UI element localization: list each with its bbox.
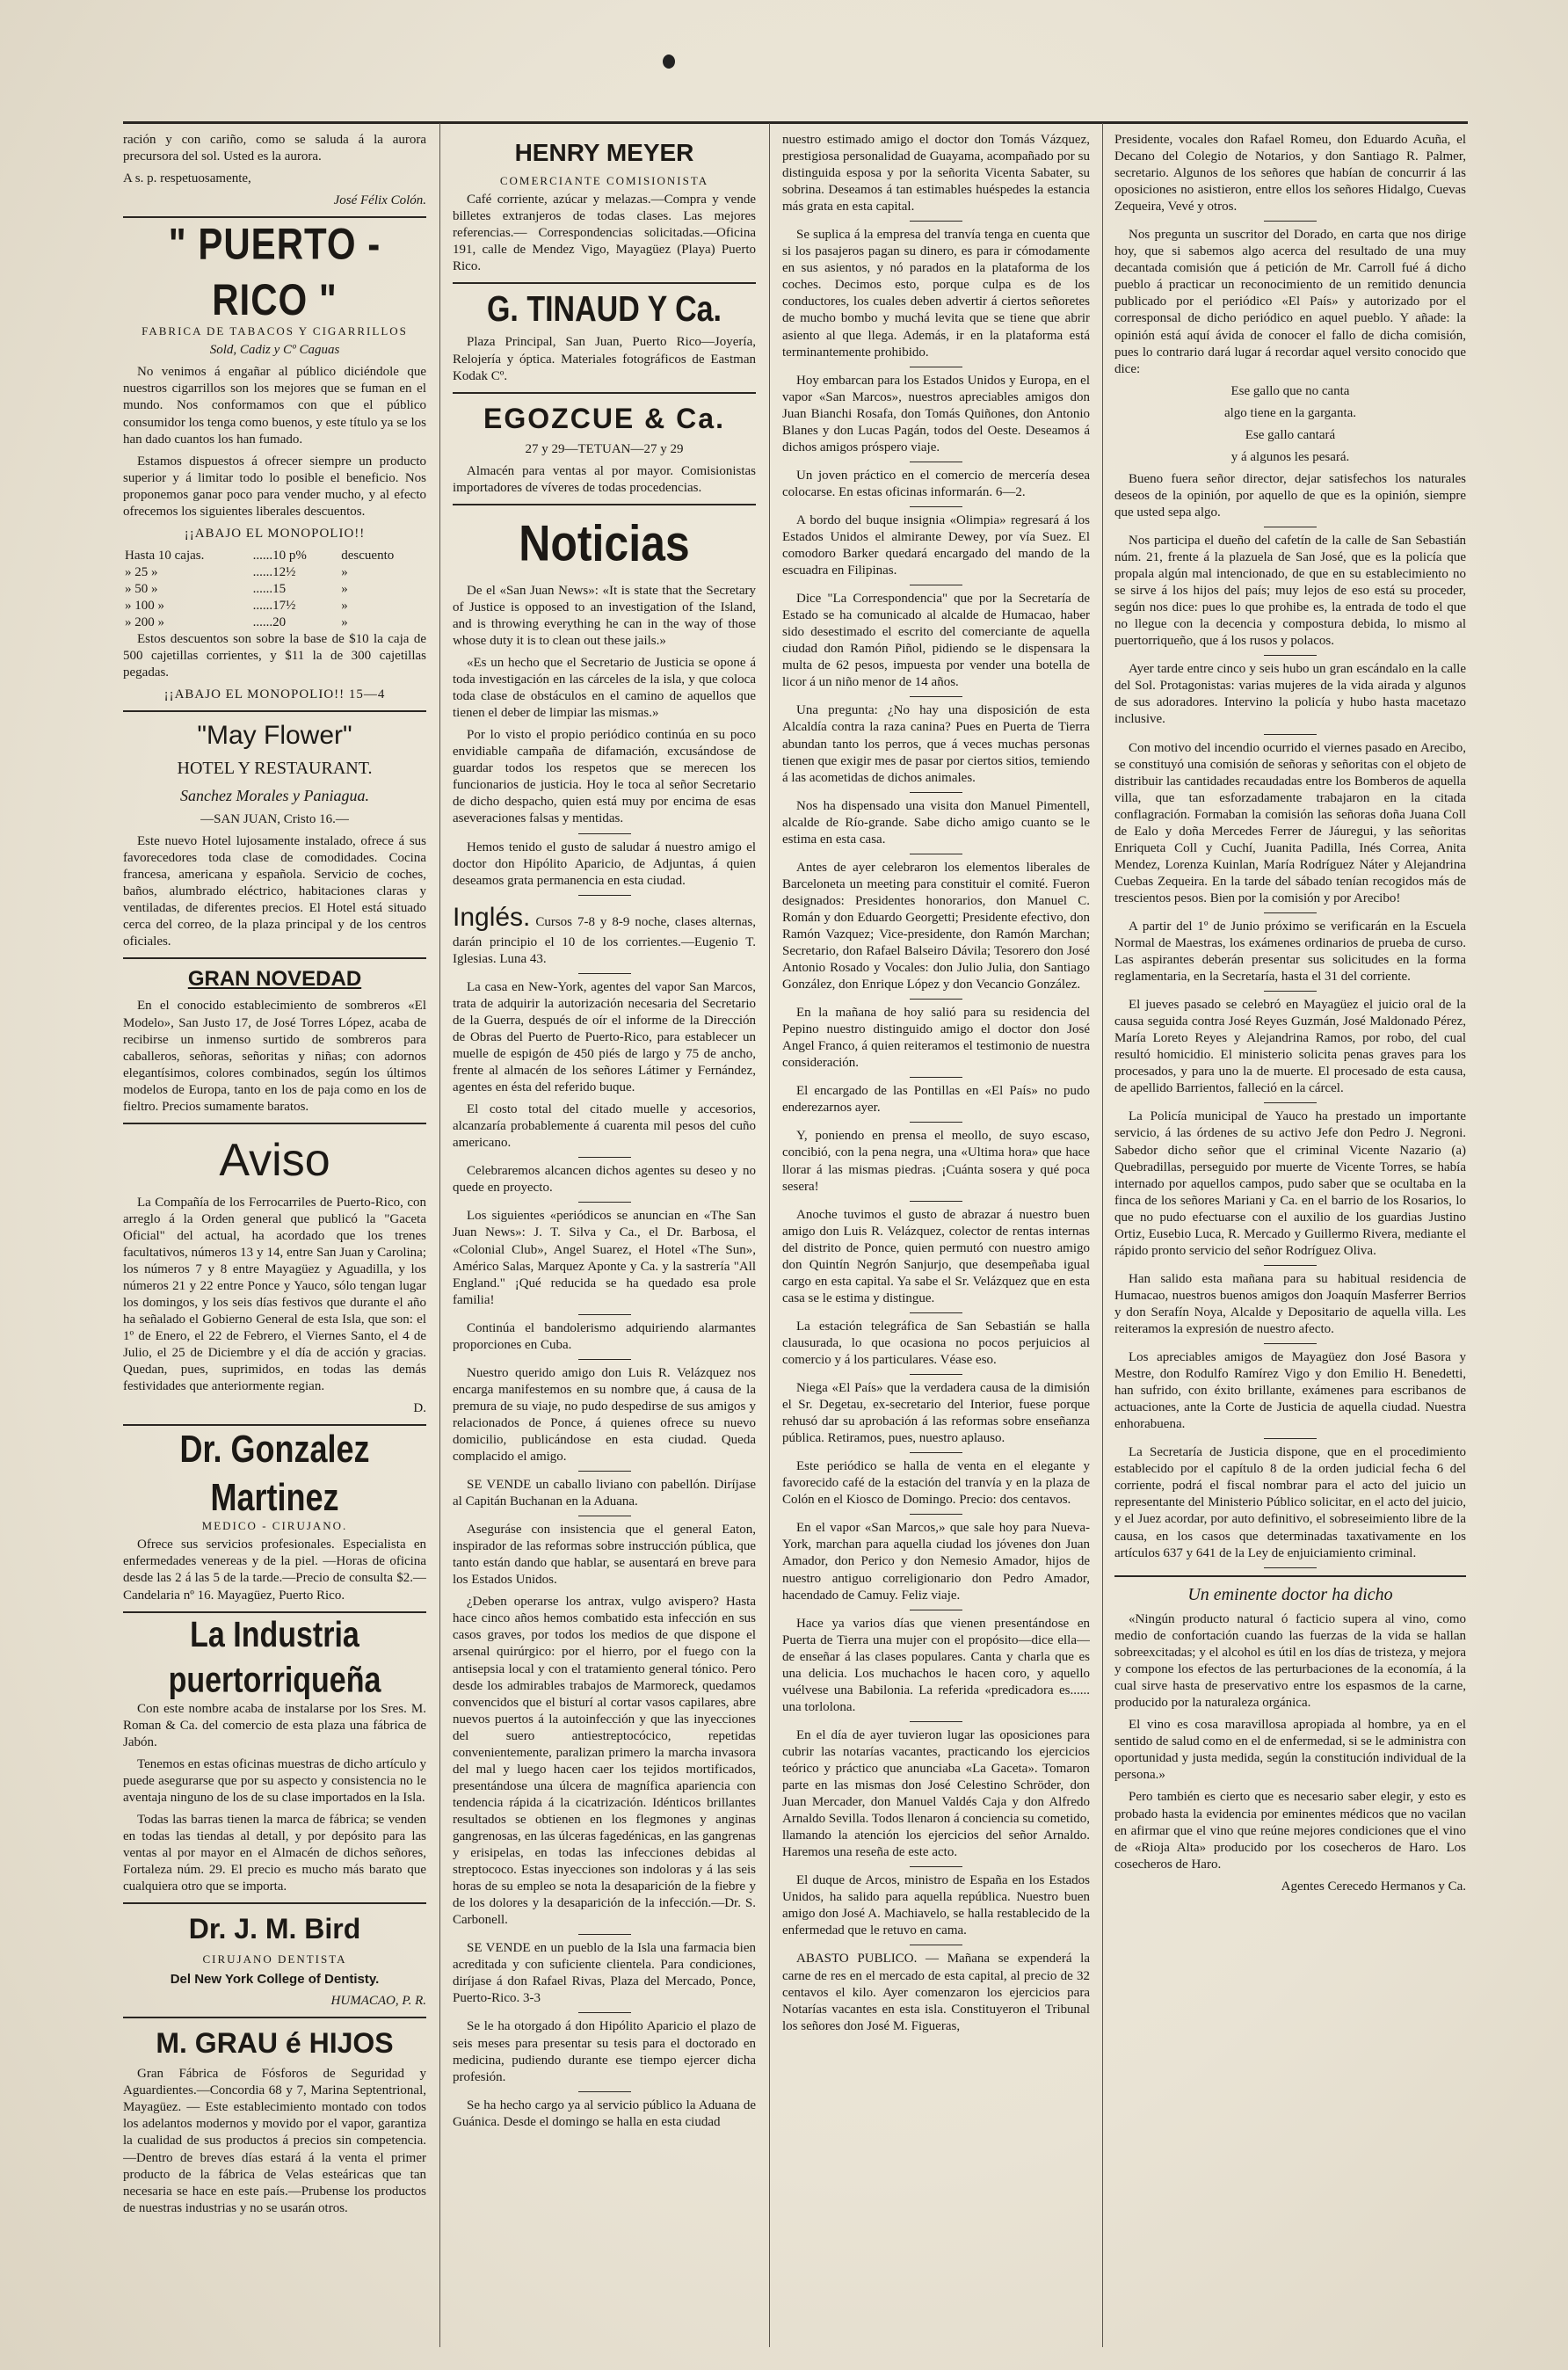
ad-ingles-title: Inglés. [453,902,531,932]
divider [910,1374,962,1375]
divider [453,282,756,284]
ad-egozcue-title: EGOZCUE & Ca. [483,402,725,434]
ad-may-flower-title: "May Flower" [197,721,352,751]
divider [910,1721,962,1722]
ad-gran-novedad-body: En el conocido establecimiento de sombreros «El Modelo», San Justo 17, de José Torres López, acaba de recibirse un inmenso surtido de sombreros para caballeros, señoras, señoritas y niñas; con adornos elegantísimos, colores combinados, según los últimos modelos de Europa, tanto en los de paja como en los de fieltro. Precios sumamente baratos. [123,999,426,1114]
news-item: nuestro estimado amigo el doctor don Tomás Vázquez, prestigiosa personalidad de Guayama, acompañado por su distinguida esposa y por la señorita Vicenta Sabater, su sobrina. Deseamos á tan estimables huéspedes la estancia más grata en esta capital. [782,133,1090,214]
news-item: Los apreciables amigos de Mayagüez don José Basora y Mestre, don Rodulfo Ramírez Vigo y don Emilio H. Benedetti, han sufrido, con éxito brillante, exámenes para escribanos de actuaciones, ante la Corte de Justicia de aquella ciudad. Nuestra enhorabuena. [1114,1350,1466,1432]
news-item: Ayer tarde entre cinco y seis hubo un gran escándalo en la calle del Sol. Protagonistas: varias mujeres de la vida airada y algunos de sus adoradores. Intervino la policía y hubo hasta macetazo inclusive. [1114,662,1466,727]
divider [453,504,756,505]
punch-hole [663,55,675,69]
news-item: La estación telegráfica de San Sebastián se halla clausurada, lo que ocasiona no pocos perjuicios al comercio y á los particulares. Véase eso. [782,1319,1090,1367]
ad-bird-location: HUMACAO, P. R. [330,1993,426,2008]
news-item: La Secretaría de Justicia dispone, que en el procedimiento establecido por el capítulo 8 de la orden judicial fecha 6 del corriente, podrá el fiscal nombrar para el acto del juicio un representante del Ministerio Público solicitar, en el acto del juicio, y el Juez acordar, por auto definitivo, el sobreseimiento libre de la causa, en los casos que determinadas taxativamente en los artículos 637 y 641 de la Ley de enjuiciamiento criminal. [1114,1445,1466,1560]
column-4 [1114,132,1466,2347]
divider [1264,1102,1317,1103]
ad-gonzalez-subtitle: MEDICO - CIRUJANO. [201,1518,348,1532]
divider [910,221,962,222]
ad-eminente-body: Pero también es cierto que es necesario saber elegir, y esto es probado hasta la evidencia por eminentes médicos que no vacilan en afirmar que el vino que reúne mejores condiciones que el vino de «Rioja Alta» producido por los cosecheros de Haro. Los cosecheros de Haro. [1114,1790,1466,1872]
divider [1264,1265,1317,1266]
verse-line: Ese gallo cantará [1245,427,1336,442]
ad-egozcue-address: 27 y 29—TETUAN—27 y 29 [525,442,684,457]
news-item: Dice "La Correspondencia" que por la Secretaría de Estado se ha comunicado al alcalde de Humacao, haber sido desestimado el escrito del comerciante de aquella ciudad don Ramón Piñol, pidiendo se le dispensara la multa de 62 pesos, impuesta por vender una botella de licor á un niño menor de 14 años. [782,592,1090,690]
ad-henry-meyer-subtitle: COMERCIANTE COMISIONISTA [499,173,709,187]
ad-may-flower-owners: Sanchez Morales y Paniagua. [180,786,369,804]
news-item: Antes de ayer celebraron los elementos liberales de Barceloneta un meeting para constituir el comité. Fueron designados: Presidentes honorarios, don Manuel C. Román y don Eduardo Georgetti; Presidente efectivo, don Ramón Vazquez; Vice-presidente, don Ramón Marchan; Secretario, don Rafael Balseiro Dávila; Tesorero don José Antonio Rosado y Vocales: don Julio Julia, don Santiago González, don Enrique López y don Vecancio González. [782,860,1090,992]
divider [910,1122,962,1123]
news-item: El costo total del citado muelle y accesorios, alcanzaría probablemente á cuarenta mil pesos del cuño americano. [453,1102,756,1151]
ad-aviso-body: La Compañía de los Ferrocarriles de Puerto-Rico, con arreglo á la Orden general que publicó la "Gaceta Oficial" del actual, ha acordado que los trenes facultativos, números 13 y 14, entre San Juan y Carolina; los números 7 y 8 entre Mayagüez y Aguadilla, y los números 21 y 22 entre Ponce y Yauco, sólo tengan lugar los domingos, y los seis días festivos que durante el año ha señalado el Gobierno General de esta Isla, que son: el 1º de Enero, el 22 de Febrero, el Viernes Santo, el 4 de Julio, el 25 de Diciembre y el día de acción y gracias. Quedan, pues, suprimidos, en todas las demás festividades que anteriormente regian. [123,1195,426,1394]
ad-eminente-body: «Ningún producto natural ó facticio supera al vino, como medio de confortación cuando las fuerzas de la vida se hallan sobreexcitadas; y el alcohol es útil en los días de tristeza, y mejora y compone los efectos de las perturbaciones de la economía, á la cual sirve hasta de preservativo entre los espasmos de la carne, producido por la naturaleza orgánica. [1114,1612,1466,1711]
verse-line: Ese gallo que no canta [1230,383,1350,398]
news-item: Han salido esta mañana para su habitual residencia de Humacao, nuestros buenos amigos don Joaquín Masferrer Berrios y don Serafín Noya, Alcalde y Depositario de aquella villa. Les reiteramos la expresión de nuestro afecto. [1114,1271,1466,1336]
news-item: En el día de ayer tuvieron lugar las oposiciones para cubrir las notarías vacantes, practicando los ejercicios teórico y práctico que anunciaba «La Gaceta». Tomaron parte en las mismas don José Celestino Schröder, don Juan Mercader, don Manuel Valdés Caja y don Alfredo Arnaldo Sevilla. Todos llenaron á conciencia su cometido, llamando la atención los ejercicios del señor Arnaldo. Haremos una reseña de este acto. [782,1727,1090,1860]
news-item: Nos pregunta un suscritor del Dorado, en carta que nos dirige hoy, que si sabemos algo acerca del resultado de una muy decantada comisión que á petición de Mr. Carroll fué á dicho pueblo á practicar un reconocimiento de un remitido denuncia publicado por el periódico «El País» y autorizado por el corresponsal de dicho periódico en aquel pueblo. Y añade: la opinión está aquí ávida de conocer el fallo de dicha comisión, pues lo contrario dará lugar á recordar aquel versito conocido que dice: [1114,228,1466,376]
ad-eminente-signature: Agentes Cerecedo Hermanos y Ca. [1281,1879,1466,1894]
news-item: A bordo del buque insignia «Olimpia» regresará á los Estados Unidos el almirante Dewey, por vía Suez. El comodoro Barker quedará encargado del mando de la escuadra en Filipinas. [782,513,1090,578]
divider [578,1359,631,1360]
table-row: » 100 » ......17½ » [125,599,348,613]
news-item: En la mañana de hoy salió para su residencia del Pepino nuestro distinguido amigo el doctor don José Angel Franco, á quien reiteramos el testimonio de nuestra consideración. [782,1006,1090,1071]
news-item: Nuestro querido amigo don Luis R. Velázquez nos encarga manifestemos en su nombre que, á causa de la premura de su viaje, no pudo despedirse de sus amigos y relacionados de Ponce, á quienes ofrece su nuevo domicilio, publicándose en esta ciudad. Queda complacido el amigo. [453,1365,756,1465]
verse-line: algo tiene en la garganta. [1223,405,1357,420]
divider [123,957,426,959]
news-item: ABASTO PUBLICO. — Mañana se expenderá la carne de res en el mercado de esta capital, al precio de 32 centavos el kilo. Ayer comenzaron los ejercicios para Notarías vacantes en esta isla. Constituyeron el Tribunal los señores don José M. Figueras, [782,1952,1090,2033]
divider [1264,734,1317,735]
divider [910,1201,962,1202]
ad-eminente-title: Un eminente doctor ha dicho [1187,1584,1393,1604]
ad-industria-body: Tenemos en estas oficinas muestras de dicho artículo y puede asegurarse que por su aspecto y consistencia no le aventaja ninguno de los de su clase importados en la Isla. [123,1757,426,1806]
ad-grau-body: Gran Fábrica de Fósforos de Seguridad y Aguardientes.—Concordia 68 y 7, Marina Septentrional, Mayagüez. — Este establecimiento montado con todos los adelantos modernos y movido por el vapor, garantiza la cualidad de sus productos á precios sin competencia.—Dentro de breves días estará á la venta el primer producto de la fábrica de Velas esteáricas que tan necesaria se hace en este país.—Prubense los productos de nuestras industrias y no se usarán otros. [123,2067,426,2215]
ad-aviso-signature: D. [413,1401,426,1416]
verse-line: y á algunos les pesará. [1230,449,1350,464]
divider [578,1471,631,1472]
ad-gonzalez-title: Dr. Gonzalez Martinez [179,1427,370,1519]
column-divider [1102,123,1103,2347]
table-row: » 25 » ......12½ » [125,564,348,579]
news-item: Se le ha otorgado á don Hipólito Aparicio el plazo de seis meses para presentar su tesis para el doctorado en medicina, pudiendo durante ese tiempo ejercer dicha profesión. [453,2019,756,2084]
divider [578,1157,631,1158]
news-item: Nos ha dispensado una visita don Manuel Pimentell, alcalde de Río-grande. Sabe dicho amigo cuanto se le estima en esta casa. [782,798,1090,847]
ad-bird-title: Dr. J. M. Bird [188,1913,361,1945]
news-item: El encargado de las Pontillas en «El País» no pudo enderezarnos ayer. [782,1084,1090,1116]
section-noticias-title: Noticias [519,515,690,572]
divider [123,1123,426,1124]
news-item: SE VENDE en un pueblo de la Isla una farmacia bien acreditada y con suficiente clientela. Para condiciones, diríjase á don Rafael Rivas, Plaza del Mercado, Ponce, Puerto-Rico. 3-3 [453,1941,756,2006]
divider [910,1452,962,1453]
column-3 [782,132,1090,2347]
divider [910,792,962,793]
divider [1264,655,1317,656]
news-item: Con motivo del incendio ocurrido el viernes pasado en Arecibo, se constituyó una comisión de señoras y señoritas con el objeto de distribuir las cantidades recaudadas entre los Bomberos de aquella villa, que tan esforzadamente trabajaron en la citada conflagración. Formaban la comisión las señoras doña Juana Coll de Ealo y doña Mercedes Ferrer de Jáuregui, y las señoritas Enriqueta Coll y Cuchí, Juanita Padilla, Inés Correa, Anita Mendez, Lorenza Kuinlan, María Rodríguez Náter y Alejandrina Cuebas Zequeira. En la tarde del sábado tenían recogidos más de trescientos pesos. Bien por la comisión y por Arecibo! [1114,740,1466,905]
ad-puerto-rico-subtitle: FABRICA DE TABACOS Y CIGARRILLOS [142,324,408,338]
news-item: Niega «El País» que la verdadera causa de la dimisión el Sr. Degetau, ex-secretario del Interior, fuese porque rehusó dar su aprobación á las reformas sobre enseñanza pública. Retiramos, pues, nuestro aplauso. [782,1381,1090,1446]
news-item: El jueves pasado se celebró en Mayagüez el juicio oral de la causa seguida contra José Reyes Guzmán, José Maldonado Pérez, María Loreto Reyes y Alejandrina Ramos, por robo, del cual resultó homicidio. El ministerio solicita penas graves para los procesados, y para uno la de muerte. El procesado de esta causa, de apellido Barrientos, falleció en la cárcel. [1114,998,1466,1096]
ad-ingles [453,901,756,968]
news-item: ¿Deben operarse los antrax, vulgo avispero? Hasta hace cinco años hemos combatido esta infección en sus casos graves, por todos los medios de que dispone el arsenal quirúrgico: por el hierro, por el fuego con la antisepsia local y con el tratamiento general tónico. Pero desde los admirables trabajos de Marmoreck, quedamos convencidos que el bisturí al cortar vasos capilares, abre nuevos puertos á la autoinfección y que las inyecciones del suero antiestreptocócico, repetidas convenientemente, paralizan primero la marcha invasora del mal y luego hacen caer los tejidos mortificados, presentándose una úlcera de magnífica apariencia con tendencia rápida á la cicatrización. Idénticos brillantes resultados se obtienen en los flegmones y anginas gangrenosas, en las úlceras fagedénicas, en las gangrenas y erisipelas, en todas las infecciones debidas al streptococo. Estas inyecciones son indoloras y á las seis horas de su empleo se nota la desaparición de la fiebre y de los dolores y la desaparición de la infección.—Dr. S. Carbonell. [453,1595,756,1928]
news-item: La casa en New-York, agentes del vapor San Marcos, trata de adquirir la autorización necesaria del Secretario de la Guerra, después de oír el informe de la Dirección de Obras del Puerto de Puerto-Rico, para establecer un muelle de espigón de 450 piés de largo y 75 de ancho, frente al almacén de los señores Látimer y Fernández, agentes en ésta del referido buque. [453,979,756,1095]
news-item: Una pregunta: ¿No hay una disposición de esta Alcaldía contra la raza canina? Pues en Puerta de Tierra abundan tanto los perros, que á veces muchas personas tienen que exigir mes de pasar por ciertos sitios, temiendo á las acometidas de dichos animales. [782,703,1090,785]
news-item: Presidente, vocales don Rafael Romeu, don Eduardo Acuña, el Decano del Colegio de Notarios, y don Santiago R. Palmer, secretario. Algunos de los señores que habían de concurrir á las oposiciones no asistieron, entre ellos los señores Hidalgo, Cuevas Zequeira, Vevé y otros. [1114,133,1466,214]
divider [910,1514,962,1515]
divider [910,1866,962,1867]
ad-puerto-rico-body: No venimos á engañar al público diciéndole que nuestros cigarrillos son los mejores que se fuman en el mundo. Nos conformamos con que el público consumidor los tenga como buenos, y este título ya se los han dado cuantos los han fumado. [123,365,426,447]
ad-gran-novedad-title: GRAN NOVEDAD [187,967,362,991]
divider [123,710,426,712]
news-item: En el vapor «San Marcos,» que sale hoy para Nueva-York, marchan para aquella ciudad los jóvenes don Juan Amador, don Perico y don Nemesio Amador, hijos de nuestro antiguo correligionario don Pedro Amador, hacendado de Camuy. Feliz viaje. [782,1521,1090,1603]
divider [1264,1438,1317,1439]
ad-henry-meyer-body: Café corriente, azúcar y melazas.—Compra y vende billetes extranjeros de todas clases. Las mejores referencias.— Correspondencias solicitadas.—Oficina 191, calle de Mendez Vigo, Mayagüez (Playa) Puerto Rico. [453,193,756,274]
ad-bird-college: Del New York College of Dentisty. [170,1971,380,1987]
divider [910,506,962,507]
ad-aviso-title: Aviso [219,1134,330,1186]
news-item: Bueno fuera señor director, dejar satisfechos los naturales deseos de la opinión, por aquello de que es la opinión, siempre que usted sepa algo. [1114,471,1466,520]
divider [578,2091,631,2092]
ad-may-flower-subtitle: HOTEL Y RESTAURANT. [177,759,373,779]
divider [578,895,631,896]
news-item: Por lo visto el propio periódico continúa en su poco envidiable campaña de difamación, excusándose de guardar todos los respetos que se merecen los funcionarios de justicia. Hoy le toca al señor Secretario de dicho despacho, quien está muy por encima de esas aseveraciones falsas y mentidas. [453,728,756,826]
news-item: De el «San Juan News»: «It is state that the Secretary of Justice is opposed to an investigation of the Island, and is throwing everything he can in the way of those whose duty it is to clean out these jails.» [453,583,756,648]
ad-puerto-rico-body: Estamos dispuestos á ofrecer siempre un producto superior y á limitar todo lo posible el beneficio. Nos proponemos ganar poco para vender mucho, y al efecto ofrecemos los siguientes liberales descuentos. [123,454,426,519]
divider [910,696,962,697]
ad-puerto-rico-location: Sold, Cadiz y Cº Caguas [209,343,340,358]
table-row: » 200 » ......20 » [125,615,348,630]
news-item: Celebraremos alcancen dichos agentes su deseo y no quede en proyecto. [453,1164,756,1196]
ad-bird-subtitle: CIRUJANO DENTISTA [202,1952,347,1967]
ad-henry-meyer-title: HENRY MEYER [514,139,694,166]
ad-gonzalez-body: Ofrece sus servicios profesionales. Especialista en enfermedades venereas y de la piel. —Horas de oficina desde las 2 á las 5 de la tarde.—Precio de consulta $2.—Candelaria nº 16. Mayagüez, Puerto Rico. [123,1538,426,1603]
divider [123,2017,426,2018]
news-item: Hoy embarcan para los Estados Unidos y Europa, en el vapor «San Marcos», nuestros apreciables amigos don Juan Bianchi Rosafa, don Tomás Quiñones, don Antonio Blanes y don Lucas Pagán, todos del Oeste. Deseamos á dichos amigos próspero viaje. [782,373,1090,454]
news-item: Continúa el bandolerismo adquiriendo alarmantes proporciones en Cuba. [453,1320,756,1352]
news-item: El duque de Arcos, ministro de España en los Estados Unidos, ha salido para aquella república. Nuestro buen amigo don José A. Machiavelo, se halla restablecido de la enfermedad que le retuvo en cama. [782,1873,1090,1938]
divider [910,1077,962,1078]
news-item: Aseguráse con insistencia que el general Eaton, inspirador de las reformas sobre instrucción pública, que tanto están dando que hablar, se ausentará en breve para los Estados Unidos. [453,1523,756,1588]
news-item: Este periódico se halla de venta en el elegante y favorecido café de la estación del tranvía y en la plaza de Colón en el Kiosco de Domingo. Precio: dos centavos. [782,1459,1090,1508]
ad-ingles-body: Cursos 7-8 y 8-9 noche, clases alternas, darán principio el 10 de los corrientes.—Eugenio T. Iglesias. Luna 43. [453,914,756,966]
divider [910,1312,962,1313]
letter-signature: José Félix Colón. [333,193,426,208]
divider [910,999,962,1000]
news-item: Se ha hecho cargo ya al servicio público la Aduana de Guánica. Desde el domingo se halla en esta ciudad [453,2097,756,2129]
column-2 [453,132,756,2347]
ad-industria-body: Todas las barras tienen la marca de fábrica; se venden en todas las tiendas al detall, y por depósito para las ventas al por mayor en el Almacén de dichos señores, Fortaleza núm. 29. El precio es mucho más barato que cualquiera otro que se importa. [123,1813,426,1894]
ad-egozcue-body: Almacén para ventas al por mayor. Comisionistas importadores de víveres de todas procedencias. [453,464,756,496]
divider [1264,221,1317,222]
news-item: A partir del 1º de Junio próximo se verificarán en la Escuela Normal de Maestras, los exámenes ordinarios de prueba de curso. Las aspirantes deberán presentar sus solicitudes en la forma reglamentaria, en la Secretaría, hasta el 31 del corriente. [1114,919,1466,985]
discount-table [123,548,426,631]
table-row: » 50 » ......15 » [125,581,348,596]
ad-puerto-rico-slogan: ¡¡ABAJO EL MONOPOLIO!! 15—4 [163,687,386,702]
news-item: Hemos tenido el gusto de saludar á nuestro amigo el doctor don Hipólito Aparicio, de Adjuntas, á quien deseamos grata permanencia en esta ciudad. [453,840,756,888]
news-item: SE VENDE un caballo liviano con pabellón. Diríjase al Capitán Buchanan en la Aduana. [453,1478,756,1509]
ad-tinaud-body: Plaza Principal, San Juan, Puerto Rico—Joyería, Relojería y óptica. Materiales fotográficos de Eastman Kodak Cº. [453,335,756,383]
divider [1264,912,1317,913]
ad-puerto-rico-title: " PUERTO - RICO " [168,219,381,325]
news-item: Y, poniendo en prensa el meollo, de suyo escaso, concibió, con la pena negra, una «Ultima hora» que hace llorar á las mismas piedras. ¡Cuánta sosera y qué poca sesera! [782,1129,1090,1194]
divider [578,973,631,974]
ad-puerto-rico-slogan: ¡¡ABAJO EL MONOPOLIO!! [184,526,366,541]
table-row: Hasta 10 cajas. ......10 p% descuento [125,548,395,563]
news-item: La Policía municipal de Yauco ha prestado un importante servicio, á las órdenes de su activo Jefe don Pedro J. Negroni. Sabedor dicho señor que el criminal Vicente Nazario (a) Quebradillas, perseguido por muerte de Vicente Torres, se había internado por aquellos campos, pudo saber que se ocultaba en la finca de los señores Mariani y Ca. en el barrio de los Rosarios, lo que no pudo efectuarse con el auxilio de los guardias Justino Ortiz, Eusebio Luca, R. Mercado y Guillermo Rivera, mediante el rápido pronto servicio del señor Rodríguez Oliva. [1114,1109,1466,1258]
divider [578,1202,631,1203]
column-1 [123,132,426,2347]
divider [578,1314,631,1315]
news-item: Los siguientes «periódicos se anuncian en «The San Juan News»: J. T. Silva y Ca., el Dr. Barbosa, el «Colonial Club», Angel Suarez, el Hotel «The Sun», Américo Salas, Marquez Aponte y Ca. y la sastrería "All England." ¡Qué reducida se ha quedado esa prole familia! [453,1209,756,1307]
divider [1114,1575,1466,1577]
ad-tinaud-title: G. TINAUD Y Ca. [486,289,722,330]
divider [1264,1567,1317,1568]
ad-may-flower-body: Este nuevo Hotel lujosamente instalado, ofrece á sus favorecedores toda clase de comodidades. Cocina francesa, americana y española. Servicio de coches, baños, alumbrado eléctrico, habitaciones claras y ventiladas, de diferentes precios. El Hotel está situado cerca del correo, de la plaza principal y de los centros oficiales. [123,833,426,949]
divider [123,1902,426,1904]
news-item: «Es un hecho que el Secretario de Justicia se opone á toda investigación en las cárceles de la isla, y que coloca toda clase de obstáculos en el camino de aquellos que tienen el deber de limpiar las mismas.» [453,656,756,721]
news-item: Nos participa el dueño del cafetín de la calle de San Sebastián núm. 21, frente á la plazuela de San José, que es la policía que propala algún mal intencionado, de que en su establecimiento no se sirve á los hijos del país; muy lejos de eso está su proceder, según nos dice: pues lo que prohibe es, la entrada de todo el que no llegue con la decencia y compostura debida, lo mismo al puertorriqueño, que á los rusos y polacos. [1114,533,1466,649]
ad-industria-title: La Industria puertorriqueña [168,1614,381,1700]
divider [453,392,756,394]
divider [1264,991,1317,992]
top-rule [123,121,1468,124]
letter-closing: ración y con cariño, como se saluda á la aurora precursora del sol. Usted es la aurora. [123,133,426,164]
ad-industria-body: Con este nombre acaba de instalarse por los Sres. M. Roman & Ca. del comercio de esta plaza una fábrica de Jabón. [123,1701,426,1749]
ad-puerto-rico-note: Estos descuentos son sobre la base de $10 la caja de 500 cajetillas corrientes, y $11 la de 300 cajetillas pegadas. [123,632,426,680]
ad-may-flower-address: —SAN JUAN, Cristo 16.— [200,811,349,826]
divider [578,1934,631,1935]
divider [1264,1343,1317,1344]
column-divider [769,123,770,2347]
news-item: Anoche tuvimos el gusto de abrazar á nuestro buen amigo don Luis R. Velázquez, colector de rentas internas del distrito de Ponce, quien permutó con nuestro amigo don Quintín Negrón Sanjurjo, que desempeñaba igual cargo en esta capital. Ya sabe el Sr. Velázquez que en esta casa se le estima y distingue. [782,1207,1090,1305]
divider [578,2012,631,2013]
column-divider [439,123,440,2347]
news-item: Hace ya varios días que vienen presentándose en Puerta de Tierra una mujer con el propósito—dice ella—de enseñar á las clases populares. Canta y charla que es una delicia. Los muchachos le hacen coro, y aquello vuélvese una Babilonia. La referida «predicadora es...... una torlolona. [782,1616,1090,1714]
ad-eminente-body: El vino es cosa maravillosa apropiada al hombre, ya en el sentido de salud como en el de enfermedad, si se le administra con oportunidad y justa medida, según la constitución individual de la persona.» [1114,1718,1466,1783]
news-item: Se suplica á la empresa del tranvía tenga en cuenta que si los pasajeros pagan su dinero, es para ir cómodamente en sus asientos, y nó parados en la plataforma de los coches. Decimos esto, porque culpa es de los conductores, los cuales deben advertir á ciertos señoretes de mucho bombo y muchá levita que se tiene que abrir asiento al que llega. Además, ir en la plataforma está terminantemente prohibido. [782,228,1090,360]
divider [578,833,631,834]
ad-grau-title: M. GRAU é HIJOS [156,2026,394,2059]
news-item: Un joven práctico en el comercio de mercería desea colocarse. En estas oficinas informarán. 6—2. [782,468,1090,499]
letter-closing-2: A s. p. respetuosamente, [123,171,251,186]
